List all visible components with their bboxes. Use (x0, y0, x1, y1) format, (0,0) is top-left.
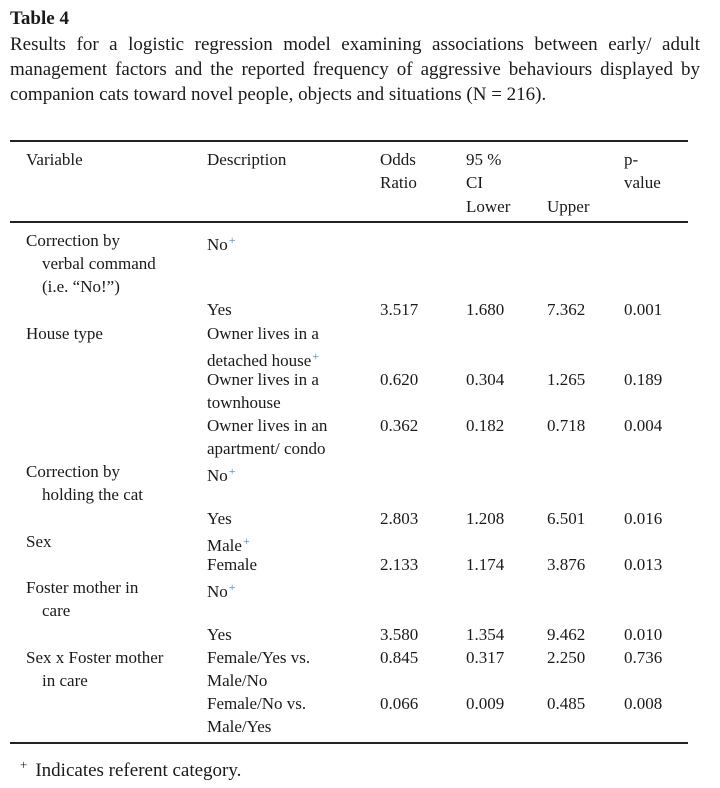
p-value-cell: 0.010 (624, 625, 663, 644)
variable-cell (26, 530, 186, 553)
odds-ratio-cell: 0.845 (380, 648, 419, 667)
variable-text: (i.e. “No!”) (42, 277, 120, 296)
variable-cell (26, 646, 186, 692)
header-rule (10, 221, 688, 223)
description-cell (207, 229, 367, 256)
ci-upper-cell: 9.462 (547, 625, 586, 644)
variable-text: Foster mother in (26, 578, 139, 597)
ci-lower-cell: 0.182 (466, 416, 505, 435)
description-text: Yes (207, 625, 232, 644)
ci-upper-cell: 0.718 (547, 416, 586, 435)
ci-lower-cell: 0.304 (466, 370, 505, 389)
description-text: Male (207, 536, 242, 555)
referent-marker: + (228, 464, 236, 478)
ci-lower-cell: 0.009 (466, 694, 505, 713)
ci-lower-cell: 0.317 (466, 648, 505, 667)
description-cell (207, 623, 367, 646)
table-caption: Results for a logistic regression model examining associations between early/ adult management factors and the reported frequency of aggressive behaviours displayed by companion cats toward novel people, objects and situations (N = 216). (10, 34, 700, 105)
variable-cell (26, 460, 186, 506)
variable-cell (26, 229, 186, 298)
referent-marker: + (228, 580, 236, 594)
variable-text: Sex x Foster mother (26, 648, 164, 667)
odds-ratio-cell: 0.620 (380, 370, 419, 389)
ci-lower-cell: 1.680 (466, 300, 505, 319)
variable-text: verbal command (42, 254, 156, 273)
referent-marker: + (228, 233, 236, 247)
footnote-marker: + (20, 757, 28, 772)
description-cell (207, 298, 367, 321)
ci-lower-cell: 1.174 (466, 555, 505, 574)
variable-text: holding the cat (42, 485, 144, 504)
description-text: Yes (207, 300, 232, 319)
p-value-cell: 0.736 (624, 648, 663, 667)
variable-text: Sex (26, 532, 52, 551)
referent-marker: + (242, 534, 250, 548)
p-value-cell: 0.008 (624, 694, 663, 713)
odds-ratio-cell: 2.133 (380, 555, 419, 574)
description-cell (207, 507, 367, 530)
variable-text: House type (26, 324, 103, 343)
header-description: Description (207, 150, 287, 169)
p-value-cell: 0.004 (624, 416, 663, 435)
odds-ratio-cell: 3.580 (380, 625, 419, 644)
description-cell (207, 692, 367, 738)
description-cell (207, 460, 367, 487)
variable-cell (26, 322, 186, 345)
description-cell (207, 553, 367, 576)
header-value: value (624, 173, 661, 192)
description-text: Female (207, 555, 258, 574)
description-cell (207, 322, 367, 372)
description-text: Yes (207, 509, 232, 528)
ci-lower-cell: 1.354 (466, 625, 505, 644)
footnote-text: Indicates referent category. (35, 760, 242, 781)
description-cell (207, 646, 367, 692)
header-ratio: Ratio (380, 173, 417, 192)
p-value-cell: 0.189 (624, 370, 663, 389)
ci-lower-cell: 1.208 (466, 509, 505, 528)
footnote (20, 752, 241, 784)
variable-text: Correction by (26, 462, 120, 481)
header-p: p- (624, 150, 639, 169)
ci-upper-cell: 1.265 (547, 370, 586, 389)
header-lower: Lower (466, 197, 511, 216)
variable-text: care (42, 601, 71, 620)
description-text: No (207, 466, 228, 485)
description-text: No (207, 235, 228, 254)
description-text: Female/Yes vs. Male/No (207, 648, 311, 690)
description-cell (207, 368, 367, 414)
odds-ratio-cell: 2.803 (380, 509, 419, 528)
ci-upper-cell: 6.501 (547, 509, 586, 528)
ci-upper-cell: 0.485 (547, 694, 586, 713)
p-value-cell: 0.013 (624, 555, 663, 574)
description-text: No (207, 582, 228, 601)
ci-upper-cell: 3.876 (547, 555, 586, 574)
odds-ratio-cell: 0.362 (380, 416, 419, 435)
variable-text: Correction by (26, 231, 120, 250)
odds-ratio-cell: 3.517 (380, 300, 419, 319)
odds-ratio-cell: 0.066 (380, 694, 419, 713)
description-text: Owner lives in a detached house (207, 324, 319, 370)
top-rule (10, 140, 688, 142)
header-95-percent: 95 % (466, 150, 502, 169)
referent-marker: + (312, 349, 320, 363)
p-value-cell: 0.001 (624, 300, 663, 319)
header-upper: Upper (547, 197, 590, 216)
bottom-rule (10, 742, 688, 744)
description-text: Female/No vs. Male/Yes (207, 694, 307, 736)
description-cell (207, 576, 367, 603)
header-variable: Variable (26, 150, 83, 169)
ci-upper-cell: 7.362 (547, 300, 586, 319)
variable-cell (26, 576, 186, 622)
description-text: Owner lives in a townhouse (207, 370, 319, 412)
p-value-cell: 0.016 (624, 509, 663, 528)
header-odds: Odds (380, 150, 416, 169)
description-cell (207, 414, 367, 460)
variable-text: in care (42, 671, 88, 690)
table-label: Table 4 (10, 8, 69, 29)
ci-upper-cell: 2.250 (547, 648, 586, 667)
header-ci: CI (466, 173, 483, 192)
description-text: Owner lives in an apartment/ condo (207, 416, 328, 458)
